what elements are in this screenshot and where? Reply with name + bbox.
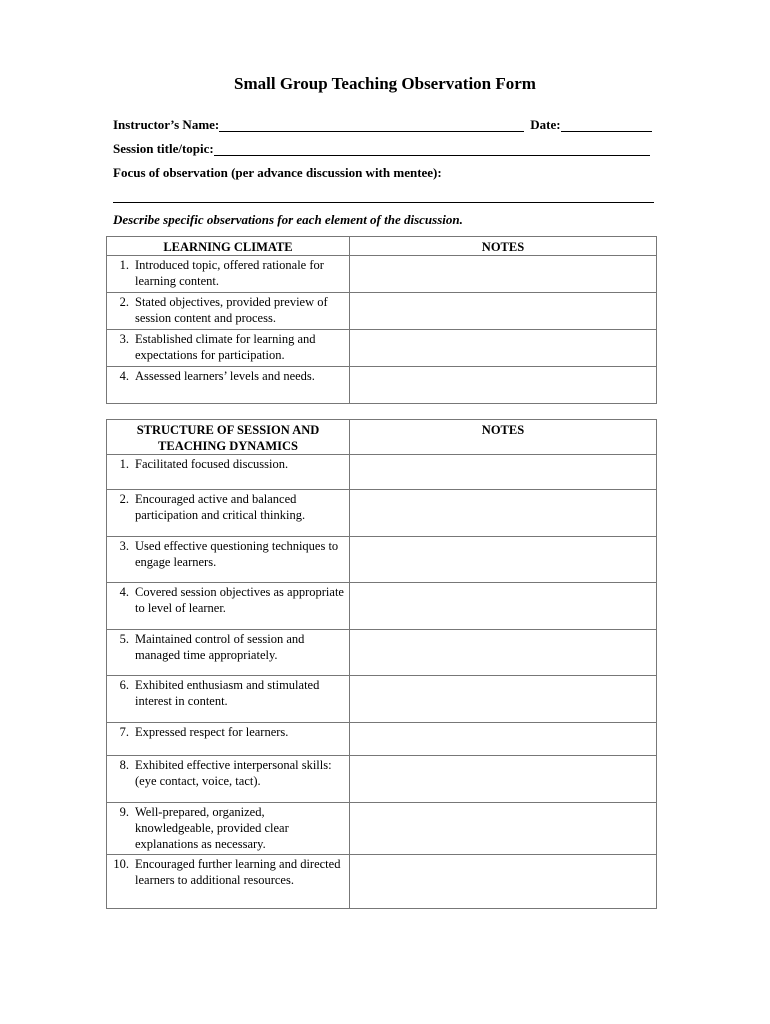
learning-climate-table	[106, 236, 657, 404]
item-number: 4.	[119, 585, 129, 599]
item-number: 8.	[119, 758, 129, 772]
table-row	[107, 756, 657, 803]
item-text: Expressed respect for learners.	[135, 725, 289, 739]
table-header-row	[107, 420, 657, 455]
item-text: Assessed learners’ levels and needs.	[135, 369, 315, 383]
table-row	[107, 676, 657, 723]
notes-cell[interactable]	[350, 756, 657, 803]
item-text: Used effective questioning techniques to engage learners.	[135, 539, 339, 569]
instructions: Describe specific observations for each element of the discussion.	[113, 212, 463, 227]
session-label: Session title/topic:	[113, 141, 214, 156]
notes-header: NOTES	[350, 420, 657, 455]
item-text: Covered session objectives as appropriate to level of learner.	[135, 585, 344, 615]
notes-header: NOTES	[350, 237, 657, 256]
structure-table	[106, 419, 657, 909]
item-text: Facilitated focused discussion.	[135, 457, 289, 471]
table-row	[107, 256, 657, 293]
item-number: 4.	[119, 369, 129, 383]
item-text: Encouraged further learning and directed learners to additional resources.	[135, 857, 341, 887]
item-text: Exhibited enthusiasm and stimulated interest in content.	[135, 678, 320, 708]
notes-cell[interactable]	[350, 855, 657, 909]
table-row	[107, 367, 657, 404]
table-row	[107, 855, 657, 909]
structure-header: STRUCTURE OF SESSION AND TEACHING DYNAMICS	[107, 420, 350, 455]
session-topic-field[interactable]	[214, 141, 650, 156]
notes-cell[interactable]	[350, 490, 657, 537]
notes-cell[interactable]	[350, 723, 657, 756]
notes-cell[interactable]	[350, 583, 657, 630]
item-number: 10.	[113, 857, 129, 871]
notes-cell[interactable]	[350, 293, 657, 330]
session-row	[113, 141, 650, 157]
table-row	[107, 455, 657, 490]
item-number: 5.	[119, 632, 129, 646]
item-text: Maintained control of session and managed time appropriately.	[135, 632, 305, 662]
item-number: 1.	[119, 258, 129, 272]
item-number: 7.	[119, 725, 129, 739]
focus-field[interactable]	[113, 202, 654, 203]
notes-cell[interactable]	[350, 455, 657, 490]
table-row	[107, 490, 657, 537]
table-header-row	[107, 237, 657, 256]
item-number: 1.	[119, 457, 129, 471]
instructor-name-field[interactable]	[219, 117, 524, 132]
item-number: 3.	[119, 332, 129, 346]
notes-cell[interactable]	[350, 537, 657, 583]
notes-cell[interactable]	[350, 630, 657, 676]
date-label: Date:	[530, 117, 561, 132]
item-number: 9.	[119, 805, 129, 819]
table-row	[107, 330, 657, 367]
table-row	[107, 803, 657, 855]
table-row	[107, 293, 657, 330]
item-text: Stated objectives, provided preview of session content and process.	[135, 295, 328, 325]
notes-cell[interactable]	[350, 256, 657, 293]
item-text: Established climate for learning and expectations for participation.	[135, 332, 316, 362]
item-number: 2.	[119, 295, 129, 309]
focus-label: Focus of observation (per advance discussion with mentee):	[113, 165, 442, 180]
notes-cell[interactable]	[350, 676, 657, 723]
table-row	[107, 723, 657, 756]
page-title: Small Group Teaching Observation Form	[234, 74, 536, 93]
item-number: 6.	[119, 678, 129, 692]
table-row	[107, 583, 657, 630]
notes-cell[interactable]	[350, 330, 657, 367]
item-number: 3.	[119, 539, 129, 553]
item-text: Exhibited effective interpersonal skills: (eye contact, voice, tact).	[135, 758, 332, 788]
instructor-row	[113, 117, 652, 133]
date-field[interactable]	[561, 117, 652, 132]
item-text: Encouraged active and balanced participation and critical thinking.	[135, 492, 306, 522]
notes-cell[interactable]	[350, 803, 657, 855]
instructor-label: Instructor’s Name:	[113, 117, 220, 132]
learning-climate-header: LEARNING CLIMATE	[107, 237, 350, 256]
table-row	[107, 537, 657, 583]
item-text: Well-prepared, organized, knowledgeable, provided clear explanations as necessary.	[135, 805, 289, 851]
notes-cell[interactable]	[350, 367, 657, 404]
table-row	[107, 630, 657, 676]
item-number: 2.	[119, 492, 129, 506]
item-text: Introduced topic, offered rationale for learning content.	[135, 258, 324, 288]
focus-row	[113, 165, 442, 181]
